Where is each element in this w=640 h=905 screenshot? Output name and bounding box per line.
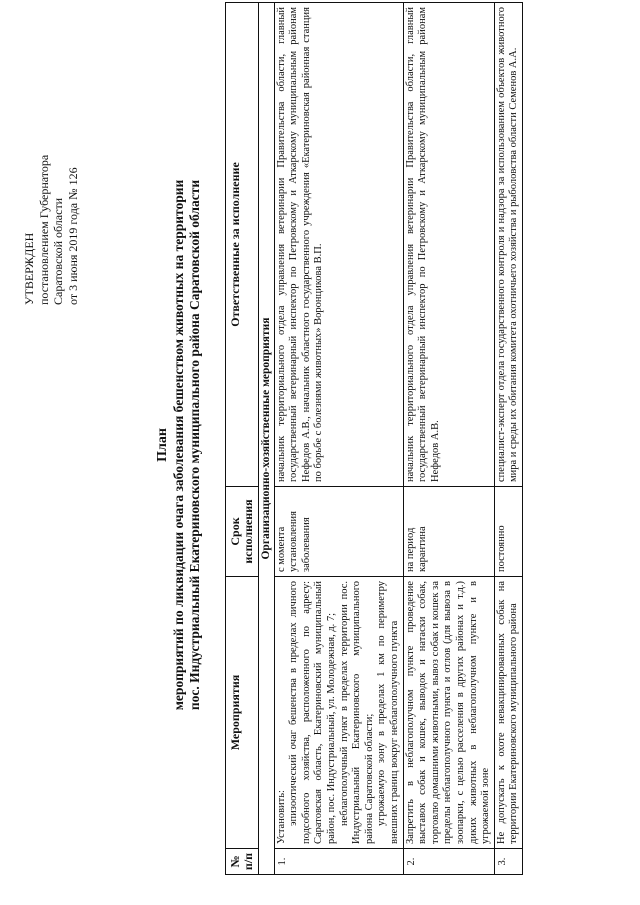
approval-heading: УТВЕРЖДЕН <box>22 232 36 305</box>
action-title: Установить: <box>275 790 287 844</box>
approval-line: от 3 июня 2019 года № 126 <box>65 167 80 305</box>
row-number: 3. <box>494 849 522 875</box>
title-line: пос. Индустриальный Екатериновского муниципального района Саратовской области <box>187 179 202 711</box>
title-line: План <box>155 428 170 462</box>
title-line: мероприятий по ликвидации очага заболевания бешенством животных на территории <box>171 179 186 711</box>
row-action: Запретить в неблагополучном пункте проведение выставок собак и кошек, выводок и натаски собак, торговлю домашними животными, вывоз собак и кошек за пределы неблагополучного пункта и отлов (для вывоза в зоопарки, с целью расселения в других районах и т.д.) диких животных в неблагополучном пункте и в угрожаемой зоне <box>403 577 494 849</box>
plan-table <box>225 2 523 875</box>
header-deadline: Срок исполнения <box>226 487 259 577</box>
row-action <box>274 577 403 849</box>
row-deadline: постоянно <box>494 487 522 577</box>
action-paragraph: угрожаемую зону в пределах 1 км по периметру внешних границ вокруг неблагополучного пункта <box>376 581 400 844</box>
table-row <box>403 3 494 875</box>
table-header-row <box>226 3 259 875</box>
document-title <box>155 25 203 865</box>
row-responsible: начальник территориального отдела управления ветеринарии Правительства области, главный государственный ветеринарный инспектор по Петровскому и Аткарскому муниципальным районам Нефедов А.В., начальник областного государственного учреждения «Екатериновская районная станция по борьбе с болезнями животных» Воронцикова В.П. <box>274 3 403 487</box>
header-responsible: Ответственные за исполнение <box>226 3 259 487</box>
row-deadline: на период карантина <box>403 487 494 577</box>
row-action: Не допускать к охоте невакцинированных собак на территории Екатериновского муниципального района <box>494 577 522 849</box>
approval-line: Саратовской области <box>51 197 65 305</box>
approval-line: постановлением Губернатора <box>36 154 51 305</box>
section-heading: Организационно-хозяйственные мероприятия <box>259 3 275 875</box>
row-number: 1. <box>274 849 403 875</box>
header-num: № п/п <box>226 849 259 875</box>
table-row <box>274 3 403 875</box>
header-action: Мероприятия <box>226 577 259 849</box>
row-deadline: с момента установления заболевания <box>274 487 403 577</box>
table-row <box>494 3 522 875</box>
row-responsible: начальник территориального отдела управления ветеринарии Правительства области, главный государственный ветеринарный инспектор по Петровскому и Аткарскому муниципальным районам Нефедов А.В. <box>403 3 494 487</box>
row-responsible: специалист-эксперт отдела государственного контроля и надзора за использованием объектов животного мира и среды их обитания комитета охотничьего хозяйства и рыболовства области Семенов А.А. <box>494 3 522 487</box>
action-paragraph: неблагополучный пункт в пределах территории пос. Индустриальный Екатериновского муниципального района Саратовской области; <box>338 581 375 844</box>
action-paragraph: эпизоотический очаг бешенства в пределах личного подсобного хозяйства, расположенного по адресу: Саратовская область, Екатериновский муниципальный район, пос. Индустриальный, ул. Молодежная, д. 7; <box>288 581 337 844</box>
section-row <box>259 3 275 875</box>
approval-stamp <box>22 5 80 305</box>
row-number: 2. <box>403 849 494 875</box>
